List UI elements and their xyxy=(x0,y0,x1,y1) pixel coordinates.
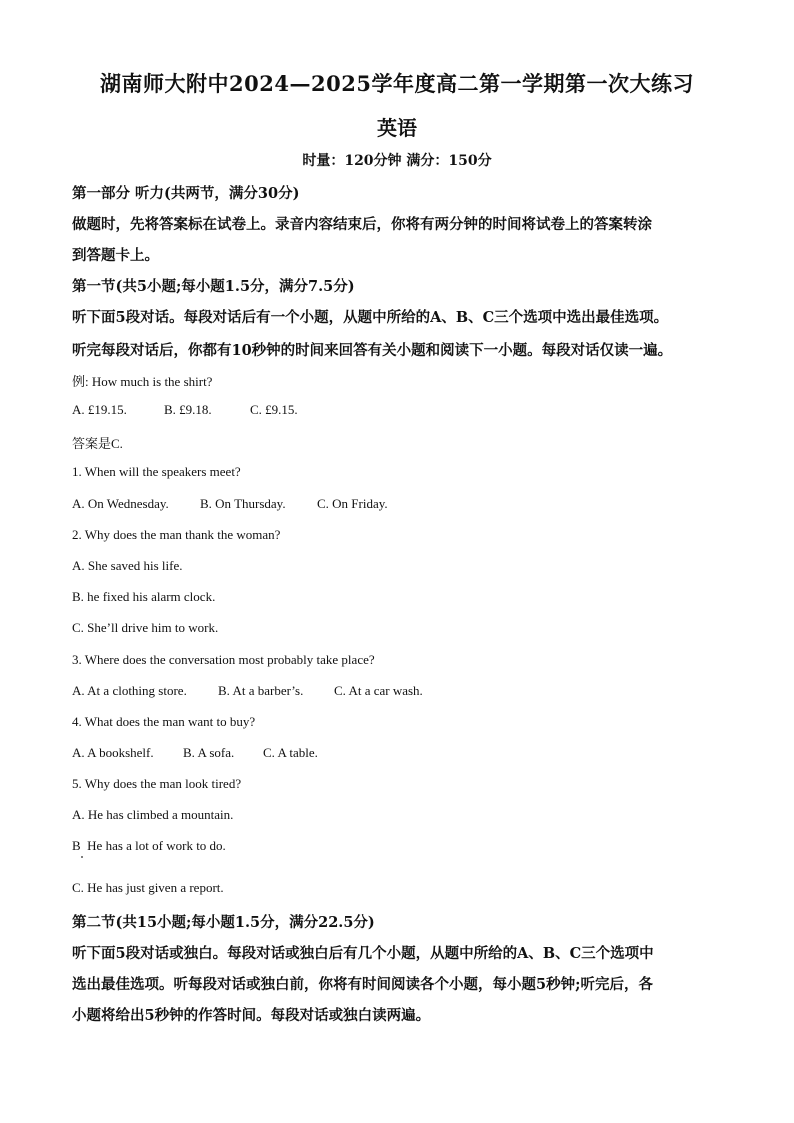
example-option-a: A. £19.15. xyxy=(72,402,127,417)
q5-option-c: C. He has just given a report. xyxy=(72,880,224,895)
example-answer: 答案是C. xyxy=(72,436,123,451)
question-3: 3. Where does the conversation most probably take place? xyxy=(72,652,375,667)
section2-instruction-line3: 小题将给出5秒钟的作答时间。每段对话或独白读两遍。 xyxy=(72,1007,431,1024)
part1-instruction-line1: 做题时，先将答案标在试卷上。录音内容结束后，你将有两分钟的时间将试卷上的答案转涂 xyxy=(72,216,652,233)
section2-instruction-line2: 选出最佳选项。听每段对话或独白前，你将有时间阅读各个小题，每小题5秒钟;听完后，各 xyxy=(72,976,653,993)
example-option-b: B. £9.18. xyxy=(164,402,212,417)
q3-option-a: A. At a clothing store. xyxy=(72,683,187,698)
example-question: 例: How much is the shirt? xyxy=(72,374,213,389)
exam-meta: 时量：120分钟 满分：150分 xyxy=(302,153,492,169)
question-3-options xyxy=(72,683,423,699)
q3-option-c: C. At a car wash. xyxy=(334,683,423,698)
q3-option-b: B. At a barber’s. xyxy=(218,683,304,698)
q5-option-a: A. He has climbed a mountain. xyxy=(72,807,234,822)
q2-option-b: B. he fixed his alarm clock. xyxy=(72,589,216,604)
stray-dot xyxy=(81,856,83,858)
q1-option-a: A. On Wednesday. xyxy=(72,496,169,511)
section1-heading: 第一节(共5小题;每小题1.5分，满分7.5分) xyxy=(72,278,355,295)
section1-instruction-line2: 听完每段对话后，你都有10秒钟的时间来回答有关小题和阅读下一小题。每段对话仅读一遍。 xyxy=(72,342,673,359)
question-4-options xyxy=(72,745,318,761)
question-1-options xyxy=(72,496,388,512)
q5-option-b: B He has a lot of work to do. xyxy=(72,838,226,853)
q2-option-c: C. She’ll drive him to work. xyxy=(72,620,219,635)
q4-option-a: A. A bookshelf. xyxy=(72,745,154,760)
question-2: 2. Why does the man thank the woman? xyxy=(72,527,281,542)
part1-instruction-line2: 到答题卡上。 xyxy=(72,247,159,264)
question-5: 5. Why does the man look tired? xyxy=(72,776,242,791)
question-1: 1. When will the speakers meet? xyxy=(72,464,241,479)
question-4: 4. What does the man want to buy? xyxy=(72,714,256,729)
example-options xyxy=(72,402,298,418)
section2-heading: 第二节(共15小题;每小题1.5分，满分22.5分) xyxy=(72,914,375,931)
q4-option-c: C. A table. xyxy=(263,745,318,760)
q4-option-b: B. A sofa. xyxy=(183,745,235,760)
section1-instruction-line1: 听下面5段对话。每段对话后有一个小题，从题中所给的A、B、C三个选项中选出最佳选项。 xyxy=(72,309,669,326)
example-option-c: C. £9.15. xyxy=(250,402,298,417)
part1-heading: 第一部分 听力(共两节，满分30分) xyxy=(72,185,300,202)
exam-title: 湖南师大附中2024—2025学年度高二第一学期第一次大练习 xyxy=(100,71,694,96)
exam-subject: 英语 xyxy=(377,116,417,140)
section2-instruction-line1: 听下面5段对话或独白。每段对话或独白后有几个小题，从题中所给的A、B、C三个选项中 xyxy=(72,945,654,962)
q1-option-c: C. On Friday. xyxy=(317,496,388,511)
q1-option-b: B. On Thursday. xyxy=(200,496,286,511)
q2-option-a: A. She saved his life. xyxy=(72,558,183,573)
